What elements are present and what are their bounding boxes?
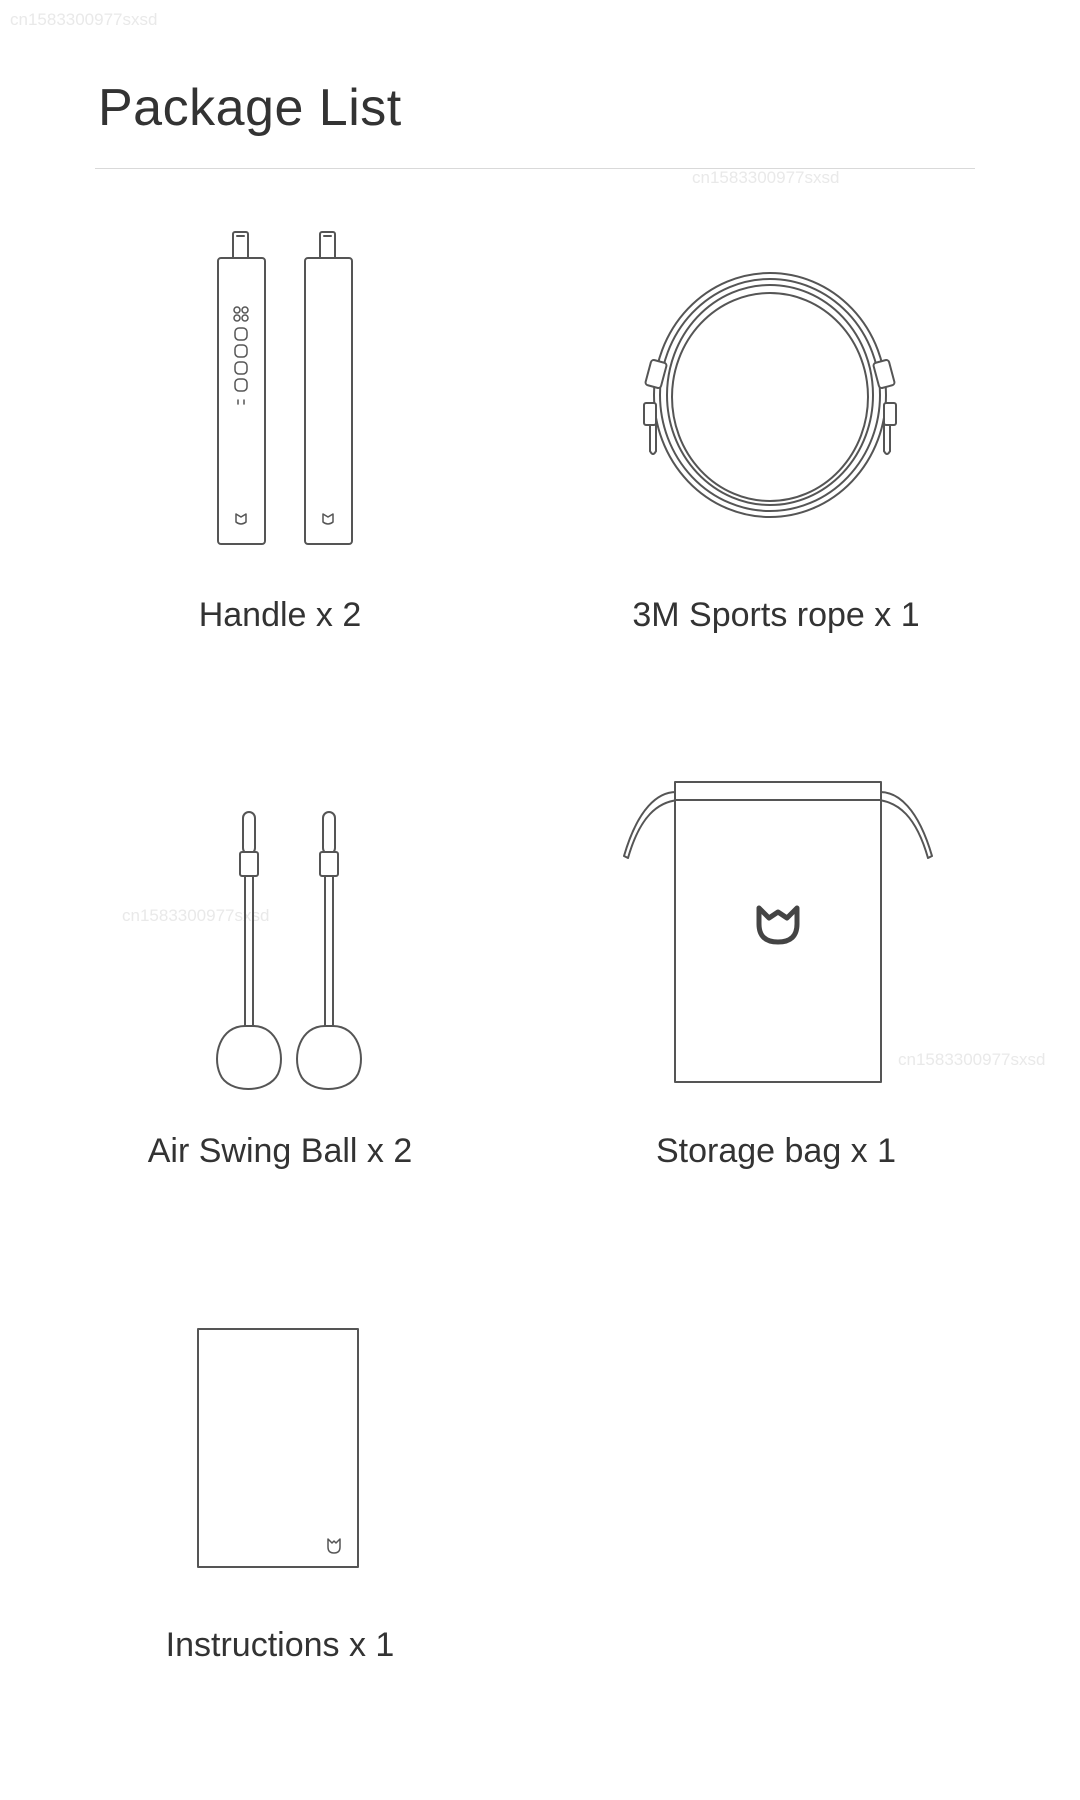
title-divider <box>95 168 975 169</box>
handles-icon <box>210 232 360 550</box>
watermark-text: cn1583300977sxsd <box>10 10 158 29</box>
item-label: 3M Sports rope x 1 <box>632 596 920 634</box>
item-label: Storage bag x 1 <box>655 1132 897 1170</box>
rope-coil-icon <box>630 265 910 525</box>
watermark-text: cn1583300977sxsd <box>692 168 840 187</box>
watermark-text: cn1583300977sxsd <box>898 1050 1046 1069</box>
storage-bag-icon <box>618 778 938 1088</box>
instructions-booklet-icon <box>196 1327 360 1569</box>
item-label: Air Swing Ball x 2 <box>147 1132 413 1170</box>
item-label: Instructions x 1 <box>165 1626 395 1664</box>
watermark-text: cn1583300977sxsd <box>122 906 270 925</box>
item-label: Handle x 2 <box>198 596 362 634</box>
page-title: Package List <box>98 79 402 137</box>
air-swing-balls-icon <box>210 812 360 1102</box>
